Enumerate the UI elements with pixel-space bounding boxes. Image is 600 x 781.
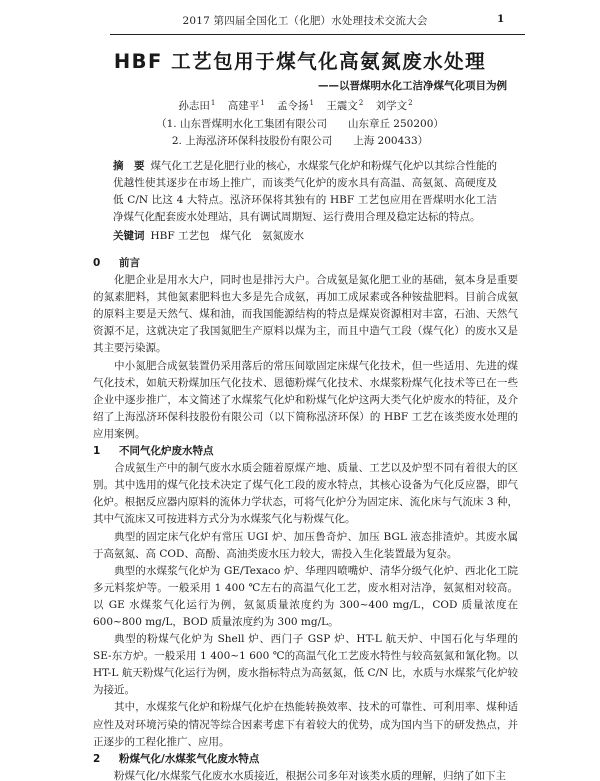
affiliation-2: 2. 上海泓济环保科技股份有限公司 上海 200433） <box>171 135 429 147</box>
author-affiliation-mark: 2 <box>358 98 364 107</box>
abstract-text: 煤气化工艺是化肥行业的核心，水煤浆气化炉和粉煤气化炉以其综合性能的优越性使其逐步在市场上推广，而该类气化炉的废水具有高温、高氨氮、高硬度及低 C/N 比这 4 大特点。泓济环保将其独有的 HBF 工艺包应用在晋煤明水化工洁净煤气化配套废水处理站，具有调试周期短、运行费用合理及稳定达标的特点。 <box>113 160 497 223</box>
paragraph: 典型的水煤浆气化炉为 GE/Texaco 炉、华理四喷嘴炉、清华分级气化炉、西北化工院多元料浆炉等。一般采用 1 400 ℃左右的高温气化工艺，废水相对洁净，氨氮相对较高。以 GE 水煤浆气化运行为例，氨氮质量浓度约为 300~400 mg/L，COD 质量浓度在 600~800 mg/L，BOD 质量浓度约为 300 mg/L。 <box>93 564 518 628</box>
paper-title: HBF 工艺包用于煤气化高氨氮废水处理 <box>113 50 487 73</box>
section-heading-0 <box>93 255 518 272</box>
keywords-label: 关键词 <box>113 230 145 242</box>
paragraph: 典型的固定床气化炉有常压 UGI 炉、加压鲁奇炉、加压 BGL 液态排渣炉。其废水属于高氨氮、高 COD、高酚、高油类废水压力较大，需投入生化装置最为复杂。 <box>93 530 518 560</box>
section-title: 不同气化炉废水特点 <box>119 445 214 458</box>
section-heading-1 <box>93 443 518 460</box>
author-affiliation-mark: 2 <box>408 98 413 107</box>
author-name: 刘学文 <box>375 100 408 112</box>
keywords <box>113 228 497 243</box>
header-rule <box>110 34 525 35</box>
abstract-label: 摘 要 <box>113 160 145 172</box>
paragraph: 其中，水煤浆气化炉和粉煤气化炉在热能转换效率、技术的可靠性、可利用率、煤种适应性及对环境污染的情况等综合因素考虑下有着较大的优势，成为国内当下的研发热点，并正逐步的工程化推广、应用。 <box>93 701 518 748</box>
body-text <box>93 255 518 781</box>
paragraph: 合成氨生产中的制气废水水质会随着原煤产地、质量、工艺以及炉型不同有着很大的区别。其中选用的煤气化技术决定了煤气化工段的废水特点，其核心设备为气化反应器，即气化炉。根据反应器内原料的流体力学状态，可将气化炉分为固定床、流化床与气流床 3 种，其中气流床又可按进料方式分为水煤浆气化与粉煤气化。 <box>93 462 518 526</box>
abstract <box>113 158 497 226</box>
paragraph: 化肥企业是用水大户，同时也是排污大户。合成氨是氮化肥工业的基础，氨本身是重要的氮素肥料，其他氮素肥料也大多是先合成氨，再加工成尿素或各种铵盐肥料。目前合成氨的原料主要是天然气、煤和油，而我国能源结构的特点是煤炭资源相对丰富，石油、天然气资源不足，这就决定了我国氮肥生产原料以煤为主，而且中造气工段（煤气化）的废水又是其主要污染源。 <box>93 274 518 355</box>
author-list <box>0 98 600 113</box>
keywords-text: HBF 工艺包 煤气化 氨氮废水 <box>150 230 304 242</box>
section-heading-2 <box>93 751 518 768</box>
paragraph: 中小氮肥合成氨装置仍采用落后的常压间歇固定床煤气化技术，但一些适用、先进的煤气化技术，如航天粉煤加压气化技术、恩德粉煤气化技术、水煤浆粉煤气化技术等已在一些企业中逐步推广，本文简述了水煤浆气化炉和粉煤气化炉这两大类气化炉废水的特征，及介绍了上海泓济环保科技股份有限公司（以下简称泓济环保）的 HBF 工艺在该类废水处理的应用案例。 <box>93 359 518 440</box>
page-number: 1 <box>497 13 505 25</box>
paper-subtitle: ——以晋煤明水化工洁净煤气化项目为例 <box>318 80 507 92</box>
author-affiliation-mark: 1 <box>309 98 314 107</box>
author-name: 孙志田 <box>178 100 210 112</box>
author-name: 孟令扬 <box>277 100 309 112</box>
section-number: 1 <box>93 445 101 458</box>
section-number: 2 <box>93 752 101 765</box>
section-title: 粉煤气化/水煤浆气化废水特点 <box>119 752 260 765</box>
author-name: 高建平 <box>227 100 260 112</box>
section-title: 前言 <box>119 257 140 269</box>
section-number: 0 <box>93 257 101 269</box>
affiliation-1: （1. 山东晋煤明水化工集团有限公司 山东章丘 250200） <box>156 118 444 130</box>
author-affiliation-mark: 1 <box>210 98 216 107</box>
paragraph: 粉煤气化/水煤浆气化废水水质接近，根据公司多年对该类水质的理解，归纳了如下主 <box>114 769 507 781</box>
author-affiliation-mark: 1 <box>260 98 265 107</box>
paragraph: 典型的粉煤气化炉为 Shell 炉、西门子 GSP 炉、HT-L 航天炉、中国石化与华理的 SE-东方炉。一般采用 1 400~1 600 ℃的高温气化工艺废水特性与较高氨氮和氰化物。以 HT-L 航天粉煤气化运行为例，废水指标特点为高氨氮，低 C/N 比，水质与水煤浆气化炉较为接近。 <box>93 633 518 697</box>
running-head: 2017 第四届全国化工（化肥）水处理技术交流大会 <box>182 15 428 27</box>
author-name: 王震文 <box>326 100 358 112</box>
